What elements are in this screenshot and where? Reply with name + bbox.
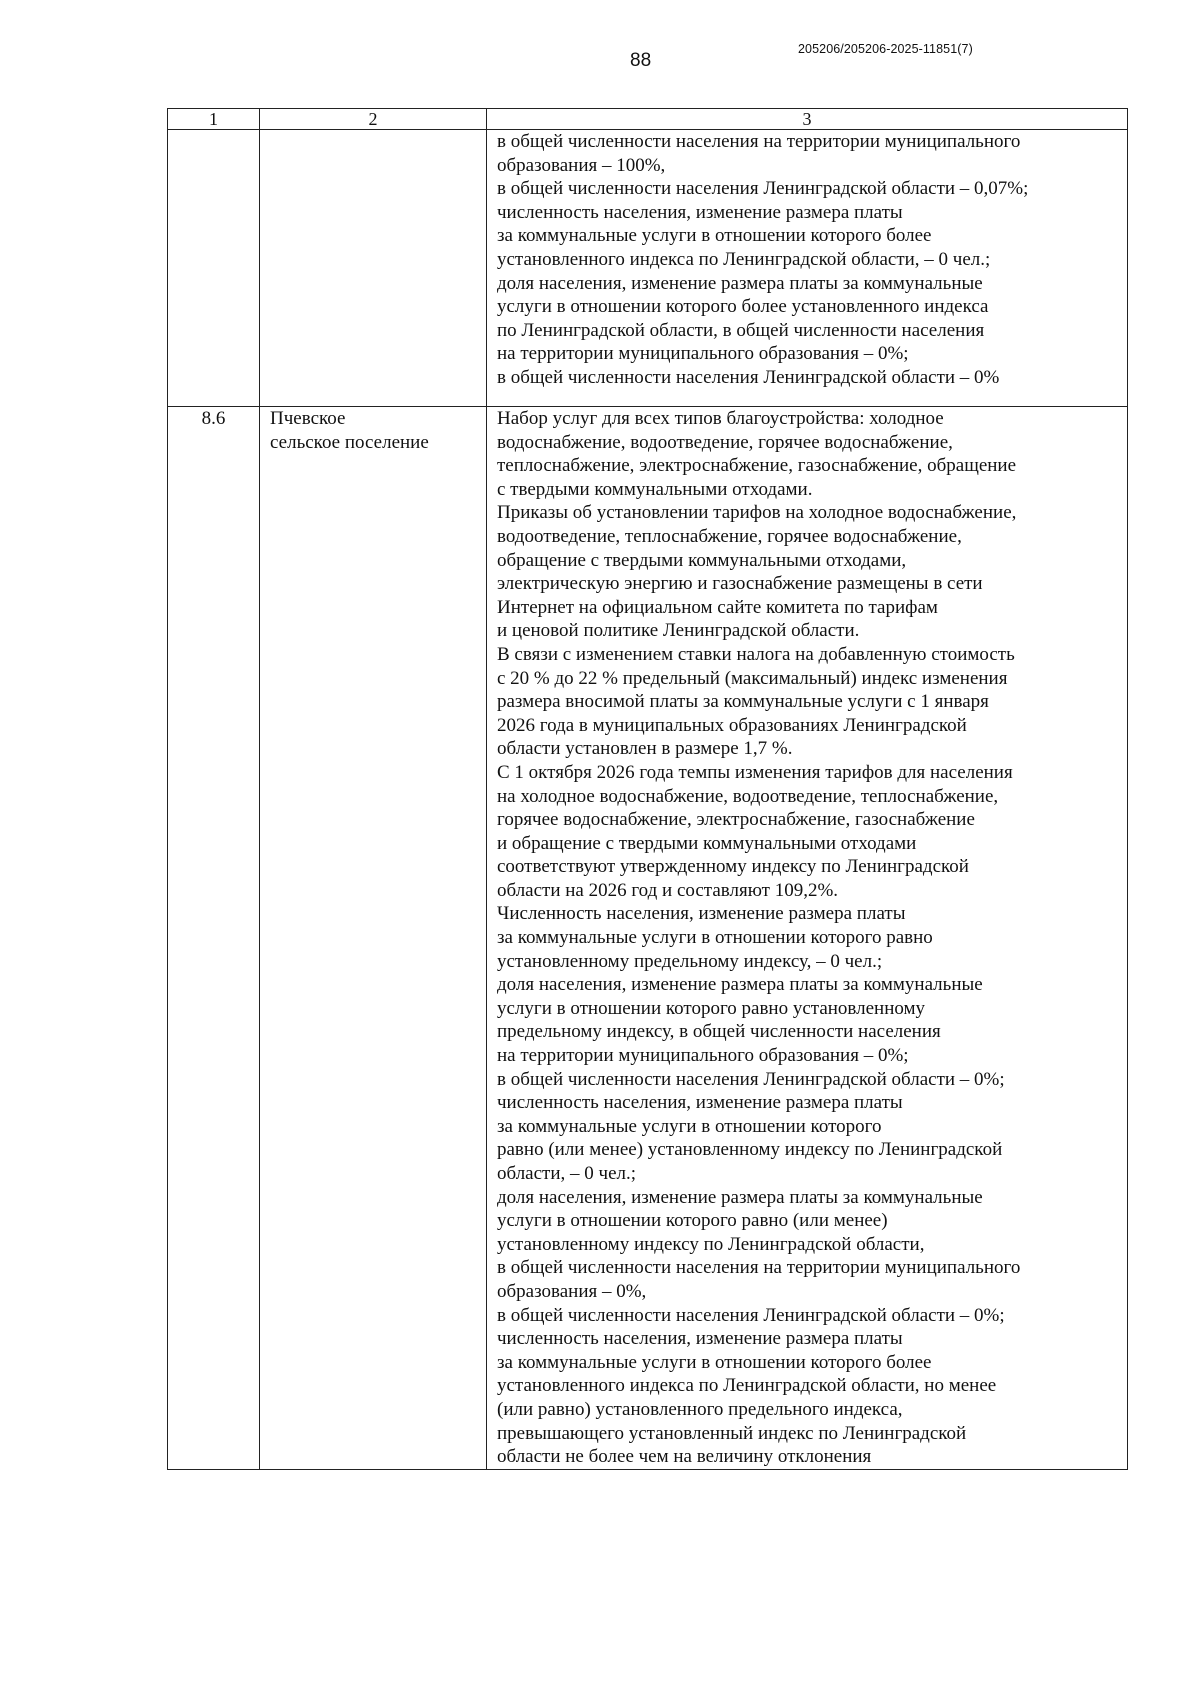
settlement-name-line: Пчевское: [270, 408, 346, 429]
table-header-row: [168, 109, 1128, 130]
page-number: 88: [630, 50, 652, 71]
text-line: в общей численности населения Ленинградской области – 0%: [497, 366, 1000, 388]
text-line: С 1 октября 2026 года темпы изменения тарифов для населения: [497, 761, 1013, 783]
text-line: в общей численности населения Ленинградской области – 0%;: [497, 1304, 1005, 1326]
text-line: горячее водоснабжение, электроснабжение, газоснабжение: [497, 809, 975, 831]
text-line: численность населения, изменение размера платы: [497, 1092, 903, 1114]
text-line: электрическую энергию и газоснабжение размещены в сети: [497, 573, 983, 595]
text-line: превышающего установленный индекс по Ленинградской: [497, 1422, 967, 1444]
text-line: установленному индексу по Ленинградской области,: [497, 1233, 925, 1255]
text-line: за коммунальные услуги в отношении которого более: [497, 1351, 932, 1373]
text-line: установленного индекса по Ленинградской области, – 0 чел.;: [497, 248, 991, 270]
text-line: и обращение с твердыми коммунальными отходами: [497, 832, 917, 854]
text-line: услуги в отношении которого равно (или менее): [497, 1210, 888, 1232]
text-line: теплоснабжение, электроснабжение, газоснабжение, обращение: [497, 455, 1017, 477]
text-line: области, – 0 чел.;: [497, 1163, 637, 1184]
table-row-continuation: [168, 130, 1128, 407]
text-line: в общей численности населения на территории муниципального: [497, 131, 1021, 152]
text-line: на холодное водоснабжение, водоотведение, теплоснабжение,: [497, 785, 999, 807]
text-line: размера вносимой платы за коммунальные услуги с 1 января: [497, 691, 989, 713]
text-line: за коммунальные услуги в отношении которого равно: [497, 927, 933, 949]
column-header-2: 2: [260, 109, 487, 130]
text-line: установленному предельному индексу, – 0 чел.;: [497, 950, 883, 972]
text-line: (или равно) установленного предельного индекса,: [497, 1398, 903, 1420]
text-line: по Ленинградской области, в общей численности населения: [497, 319, 985, 341]
text-line: установленного индекса по Ленинградской области, но менее: [497, 1375, 997, 1397]
text-line: в общей численности населения Ленинградской области – 0,07%;: [497, 178, 1029, 200]
text-line: водоотведение, теплоснабжение, горячее водоснабжение,: [497, 525, 962, 547]
text-line: услуги в отношении которого равно установленному: [497, 997, 926, 1019]
text-line: образования – 0%,: [497, 1280, 647, 1302]
text-line: области не более чем на величину отклонения: [497, 1446, 872, 1468]
data-table: [167, 108, 1128, 1470]
table-row-8-6: [168, 407, 1128, 1470]
text-line: обращение с твердыми коммунальными отходами,: [497, 549, 907, 571]
continuation-num-cell: [168, 130, 260, 407]
text-line: численность населения, изменение размера платы: [497, 1328, 903, 1350]
text-line: В связи с изменением ставки налога на добавленную стоимость: [497, 643, 1015, 665]
settlement-name-cell: [260, 407, 487, 1470]
text-line: равно (или менее) установленному индексу по Ленинградской: [497, 1139, 1003, 1161]
text-line: на территории муниципального образования – 0%;: [497, 1045, 909, 1067]
text-line: и ценовой политике Ленинградской области.: [497, 620, 860, 642]
text-line: за коммунальные услуги в отношении которого более: [497, 225, 932, 247]
continuation-text-cell: [487, 130, 1128, 407]
column-header-3: 3: [487, 109, 1128, 130]
row-number-cell: 8.6: [168, 407, 260, 1470]
text-line: Интернет на официальном сайте комитета по тарифам: [497, 596, 938, 618]
continuation-name-cell: [260, 130, 487, 407]
text-line: численность населения, изменение размера платы: [497, 201, 903, 223]
text-line: в общей численности населения на территории муниципального: [497, 1257, 1021, 1279]
text-line: с твердыми коммунальными отходами.: [497, 478, 813, 500]
text-line: предельному индексу, в общей численности населения: [497, 1021, 941, 1043]
text-line: водоснабжение, водоотведение, горячее водоснабжение,: [497, 431, 953, 453]
settlement-name-line: сельское поселение: [270, 431, 429, 453]
text-line: услуги в отношении которого более установленного индекса: [497, 296, 989, 318]
text-line: за коммунальные услуги в отношении которого: [497, 1115, 882, 1137]
text-line: доля населения, изменение размера платы за коммунальные: [497, 272, 983, 294]
text-line: области установлен в размере 1,7 %.: [497, 738, 793, 760]
text-line: 2026 года в муниципальных образованиях Ленинградской: [497, 714, 967, 736]
text-line: соответствуют утвержденному индексу по Ленинградской: [497, 856, 969, 878]
text-line: Приказы об установлении тарифов на холодное водоснабжение,: [497, 502, 1017, 524]
text-line: области на 2026 год и составляют 109,2%.: [497, 879, 839, 901]
text-line: Численность населения, изменение размера платы: [497, 903, 906, 925]
text-line: Набор услуг для всех типов благоустройства: холодное: [497, 408, 944, 429]
text-line: на территории муниципального образования – 0%;: [497, 343, 909, 365]
row-text-cell: [487, 407, 1128, 1470]
text-line: доля населения, изменение размера платы за коммунальные: [497, 1186, 983, 1208]
text-line: с 20 % до 22 % предельный (максимальный) индекс изменения: [497, 667, 1008, 689]
text-line: доля населения, изменение размера платы за коммунальные: [497, 974, 983, 996]
column-header-1: 1: [168, 109, 260, 130]
text-line: в общей численности населения Ленинградской области – 0%;: [497, 1068, 1005, 1090]
text-line: образования – 100%,: [497, 154, 666, 176]
document-id: 205206/205206-2025-11851(7): [798, 42, 973, 56]
